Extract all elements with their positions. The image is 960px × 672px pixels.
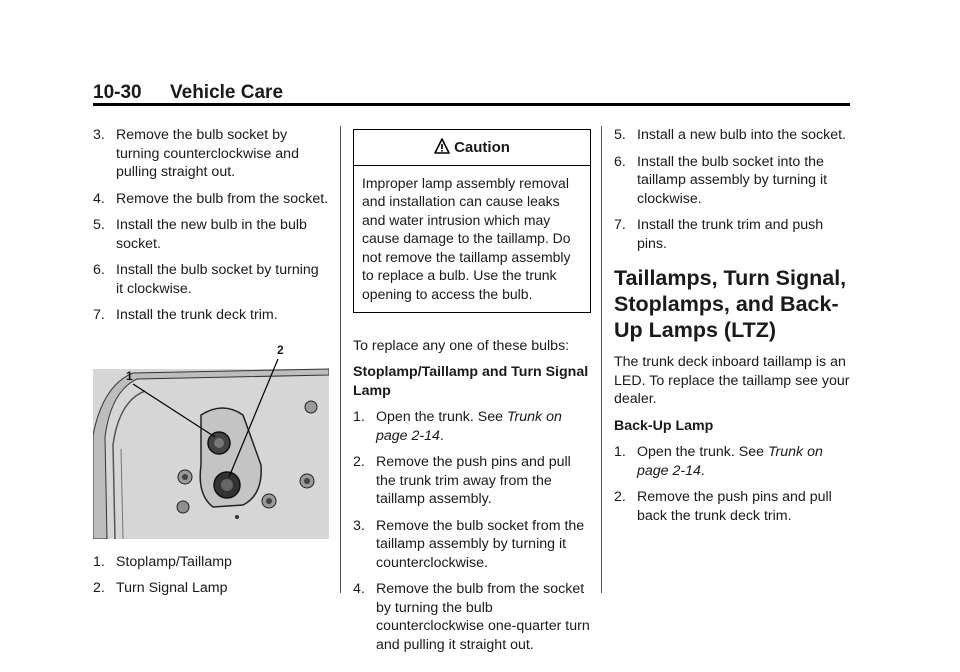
caution-box <box>353 129 591 313</box>
section-heading: Taillamps, Turn Signal, Stoplamps, and Back-Up Lamps (LTZ) <box>614 266 847 342</box>
caution-title: Caution <box>454 139 510 156</box>
step-item: 2. Remove the push pins and pull back the trunk deck trim. <box>614 489 832 524</box>
step-list <box>353 408 591 654</box>
step-item: 3. Remove the bulb socket from the taillamp assembly by turning it counterclockwise. <box>353 517 585 571</box>
step-item: 1. Open the trunk. See Trunk on page 2-14. <box>614 444 823 479</box>
step-list-continued <box>93 126 329 325</box>
column-3 <box>614 126 854 533</box>
step-item: 2. Remove the push pins and pull the trunk trim away from the taillamp assembly. <box>353 454 571 508</box>
legend-item: 1. Stoplamp/Taillamp <box>93 553 232 570</box>
warning-icon <box>434 138 450 154</box>
step-item: 6. Install the bulb socket into the taillamp assembly by turning it clockwise. <box>614 153 828 207</box>
step-list <box>614 443 854 525</box>
intro-text: To replace any one of these bulbs: <box>353 337 570 354</box>
section-title: Vehicle Care <box>170 82 284 103</box>
step-item: 5. Install a new bulb into the socket. <box>614 127 846 143</box>
column-divider-2 <box>601 126 602 593</box>
step-item: 7. Install the trunk trim and push pins. <box>614 217 824 252</box>
step-item: 4. Remove the bulb from the socket. <box>93 190 329 207</box>
subheading: Stoplamp/Taillamp and Turn Signal Lamp <box>353 364 589 399</box>
column-2 <box>353 126 591 662</box>
step-list-continued <box>614 126 854 253</box>
figure-legend <box>93 553 329 598</box>
caution-text: Improper lamp assembly removal and installation can cause leaks and water intrusion which may cause damage to the taillamp. Do not remove the taillamp assembly to replace a bulb. Use the trunk opening to access the bulb. <box>362 174 571 303</box>
step-item: 6. Install the bulb socket by turning it clockwise. <box>93 262 319 297</box>
subheading: Back-Up Lamp <box>614 417 714 434</box>
step-item: 3. Remove the bulb socket by turning counterclockwise and pulling straight out. <box>93 127 299 180</box>
column-divider-1 <box>340 126 341 593</box>
taillamp-illustration <box>93 342 329 539</box>
callout-2: 2 <box>277 342 284 357</box>
step-item: 7. Install the trunk deck trim. <box>93 307 278 323</box>
caution-header <box>354 130 590 166</box>
legend-item: 2. Turn Signal Lamp <box>93 580 228 596</box>
step-item: 1. Open the trunk. See Trunk on page 2-14. <box>353 409 562 444</box>
step-item: 4. Remove the bulb from the socket by turning the bulb counterclockwise one-quarter turn and pulling it straight out. <box>353 581 590 653</box>
header-rule <box>93 103 850 106</box>
cross-reference-link[interactable]: Trunk on page 2-14 <box>376 409 562 444</box>
step-item: 5. Install the new bulb in the bulb socket. <box>93 217 307 252</box>
cross-reference-link[interactable]: Trunk on page 2-14 <box>637 444 823 479</box>
page-number: 10-30 <box>93 82 142 103</box>
callout-1: 1 <box>126 368 133 383</box>
column-1 <box>93 126 329 606</box>
body-paragraph: The trunk deck inboard taillamp is an LED. To replace the taillamp see your dealer. <box>614 354 850 407</box>
